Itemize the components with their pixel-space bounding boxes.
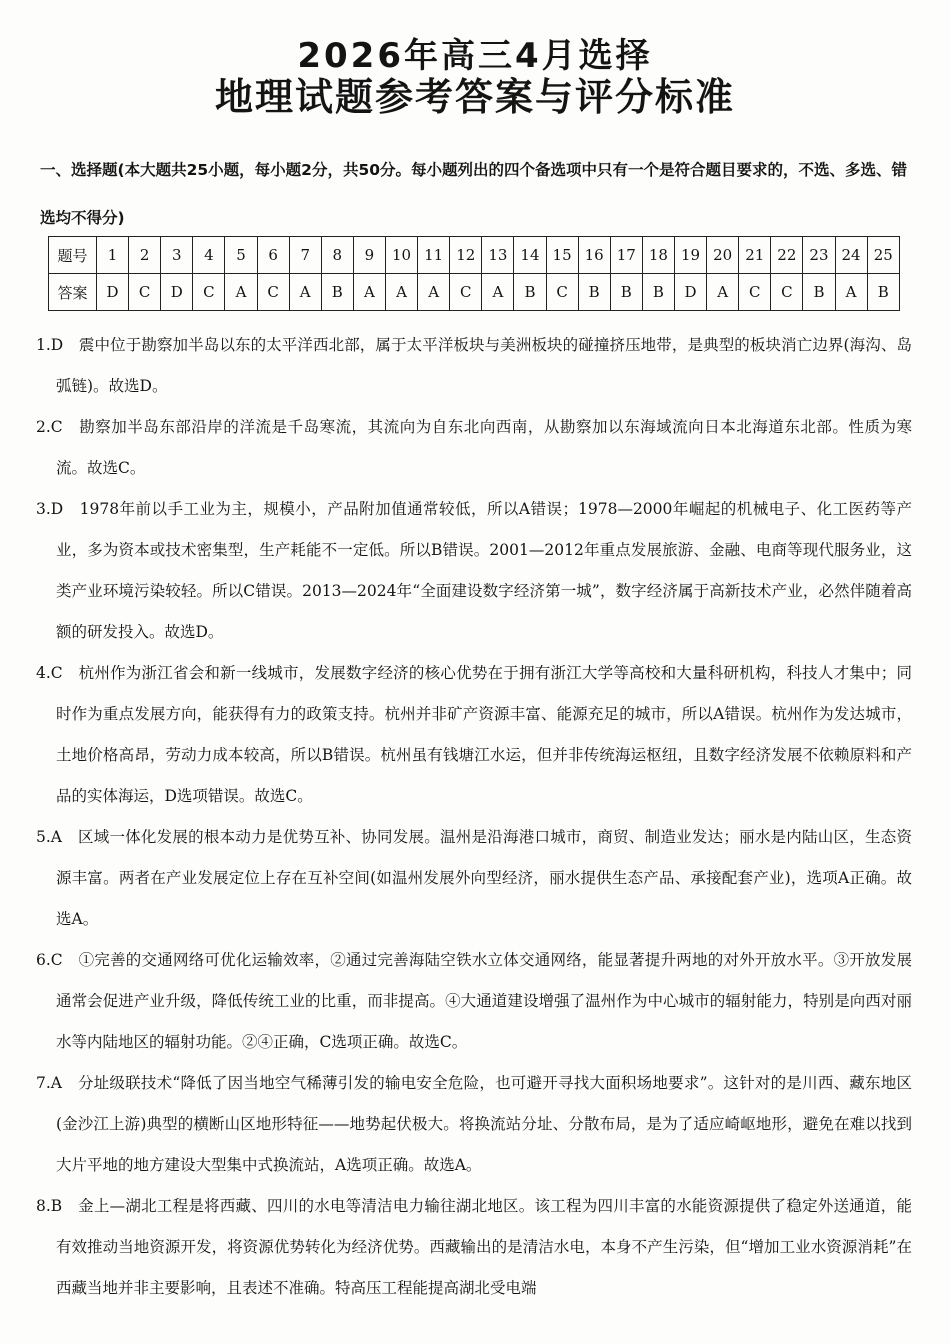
answer-cell: C bbox=[257, 274, 289, 311]
explanation-item: 5.A 区域一体化发展的根本动力是优势互补、协同发展。温州是沿海港口城市，商贸、制造业发达；丽水是内陆山区，生态资源丰富。两者在产业发展定位上存在互补空间(如温州发展外向型经济，丽水提供生态产品、承接配套产业)，选项A正确。故选A。 bbox=[36, 828, 912, 928]
question-number-row bbox=[49, 237, 900, 274]
answer-cell: A bbox=[418, 274, 450, 311]
answer-cell: C bbox=[193, 274, 225, 311]
cut-header bbox=[0, 26, 950, 76]
cut-header-text: 2026年高三4月选择 bbox=[297, 36, 653, 76]
question-number-cell: 14 bbox=[514, 237, 546, 274]
question-number-cell: 12 bbox=[450, 237, 482, 274]
question-number-cell: 4 bbox=[193, 237, 225, 274]
answer-cell: D bbox=[97, 274, 129, 311]
answer-cell: D bbox=[161, 274, 193, 311]
answer-cell: A bbox=[482, 274, 514, 311]
question-number-cell: 7 bbox=[289, 237, 321, 274]
question-number-cell: 24 bbox=[835, 237, 867, 274]
question-number-cell: 21 bbox=[739, 237, 771, 274]
question-number-cell: 18 bbox=[642, 237, 674, 274]
explanation-item: 1.D 震中位于勘察加半岛以东的太平洋西北部，属于太平洋板块与美洲板块的碰撞挤压地带，是典型的板块消亡边界(海沟、岛弧链)。故选D。 bbox=[36, 336, 912, 395]
answer-cell: B bbox=[514, 274, 546, 311]
answer-cell: C bbox=[546, 274, 578, 311]
answer-cell: B bbox=[867, 274, 899, 311]
row-label: 题号 bbox=[49, 237, 97, 274]
question-number-cell: 11 bbox=[418, 237, 450, 274]
question-number-cell: 15 bbox=[546, 237, 578, 274]
answer-cell: B bbox=[321, 274, 353, 311]
answer-cell: B bbox=[803, 274, 835, 311]
question-number-cell: 19 bbox=[674, 237, 706, 274]
explanation-item: 3.D 1978年前以手工业为主，规模小，产品附加值通常较低，所以A错误；1978—2000年崛起的机械电子、化工医药等产业，多为资本或技术密集型，生产耗能不一定低。所以B错误。2001—2012年重点发展旅游、金融、电商等现代服务业，这类产业环境污染较轻。所以C错误。2013—2024年“全面建设数字经济第一城”，数字经济属于高新技术产业，必然伴随着高额的研发投入。故选D。 bbox=[36, 500, 912, 641]
answer-cell: A bbox=[225, 274, 257, 311]
question-number-cell: 13 bbox=[482, 237, 514, 274]
answer-table bbox=[48, 236, 900, 311]
explanation-item: 6.C ①完善的交通网络可优化运输效率，②通过完善海陆空铁水立体交通网络，能显著提升两地的对外开放水平。③开放发展通常会促进产业升级，降低传统工业的比重，而非提高。④大通道建设增强了温州作为中心城市的辐射能力，特别是向西对丽水等内陆地区的辐射功能。②④正确，C选项正确。故选C。 bbox=[36, 951, 912, 1051]
question-number-cell: 8 bbox=[321, 237, 353, 274]
explanation-list bbox=[36, 325, 912, 1309]
question-number-cell: 20 bbox=[707, 237, 739, 274]
answer-cell: A bbox=[835, 274, 867, 311]
explanation-item: 2.C 勘察加半岛东部沿岸的洋流是千岛寒流，其流向为自东北向西南，从勘察加以东海域流向日本北海道东北部。性质为寒流。故选C。 bbox=[36, 418, 912, 477]
answer-cell: A bbox=[385, 274, 417, 311]
question-number-cell: 6 bbox=[257, 237, 289, 274]
answer-cell: B bbox=[610, 274, 642, 311]
answer-cell: A bbox=[289, 274, 321, 311]
section-heading: 一、选择题(本大题共25小题，每小题2分，共50分。每小题列出的四个备选项中只有一个是符合题目要求的，不选、多选、错选均不得分) bbox=[40, 161, 908, 227]
question-number-cell: 22 bbox=[771, 237, 803, 274]
answer-cell: D bbox=[674, 274, 706, 311]
question-number-cell: 25 bbox=[867, 237, 899, 274]
question-number-cell: 17 bbox=[610, 237, 642, 274]
explanation-item: 4.C 杭州作为浙江省会和新一线城市，发展数字经济的核心优势在于拥有浙江大学等高校和大量科研机构，科技人才集中；同时作为重点发展方向，能获得有力的政策支持。杭州并非矿产资源丰富、能源充足的城市，所以A错误。杭州作为发达城市，土地价格高昂，劳动力成本较高，所以B错误。杭州虽有钱塘江水运，但并非传统海运枢纽，且数字经济发展不依赖原料和产品的实体海运，D选项错误。故选C。 bbox=[36, 664, 912, 805]
answer-cell: C bbox=[739, 274, 771, 311]
answer-cell: C bbox=[771, 274, 803, 311]
question-number-cell: 9 bbox=[353, 237, 385, 274]
answer-cell: C bbox=[450, 274, 482, 311]
question-number-cell: 5 bbox=[225, 237, 257, 274]
explanation-item: 7.A 分址级联技术“降低了因当地空气稀薄引发的输电安全危险，也可避开寻找大面积场地要求”。这针对的是川西、藏东地区(金沙江上游)典型的横断山区地形特征——地势起伏极大。将换流站分址、分散布局，是为了适应崎岖地形，避免在难以找到大片平地的地方建设大型集中式换流站，A选项正确。故选A。 bbox=[36, 1074, 912, 1174]
question-number-cell: 3 bbox=[161, 237, 193, 274]
page-title: 地理试题参考答案与评分标准 bbox=[214, 75, 735, 119]
question-number-cell: 2 bbox=[129, 237, 161, 274]
question-number-cell: 1 bbox=[97, 237, 129, 274]
question-number-cell: 10 bbox=[385, 237, 417, 274]
answer-row bbox=[49, 274, 900, 311]
question-number-cell: 16 bbox=[578, 237, 610, 274]
question-number-cell: 23 bbox=[803, 237, 835, 274]
answer-cell: B bbox=[578, 274, 610, 311]
row-label: 答案 bbox=[49, 274, 97, 311]
answer-cell: C bbox=[129, 274, 161, 311]
answer-cell: A bbox=[353, 274, 385, 311]
answer-cell: A bbox=[707, 274, 739, 311]
explanation-item: 8.B 金上—湖北工程是将西藏、四川的水电等清洁电力输往湖北地区。该工程为四川丰富的水能资源提供了稳定外送通道，能有效推动当地资源开发，将资源优势转化为经济优势。西藏输出的是清洁水电，本身不产生污染，但“增加工业水资源消耗”在西藏当地并非主要影响，且表述不准确。特高压工程能提高湖北受电端 bbox=[36, 1197, 912, 1297]
answer-cell: B bbox=[642, 274, 674, 311]
